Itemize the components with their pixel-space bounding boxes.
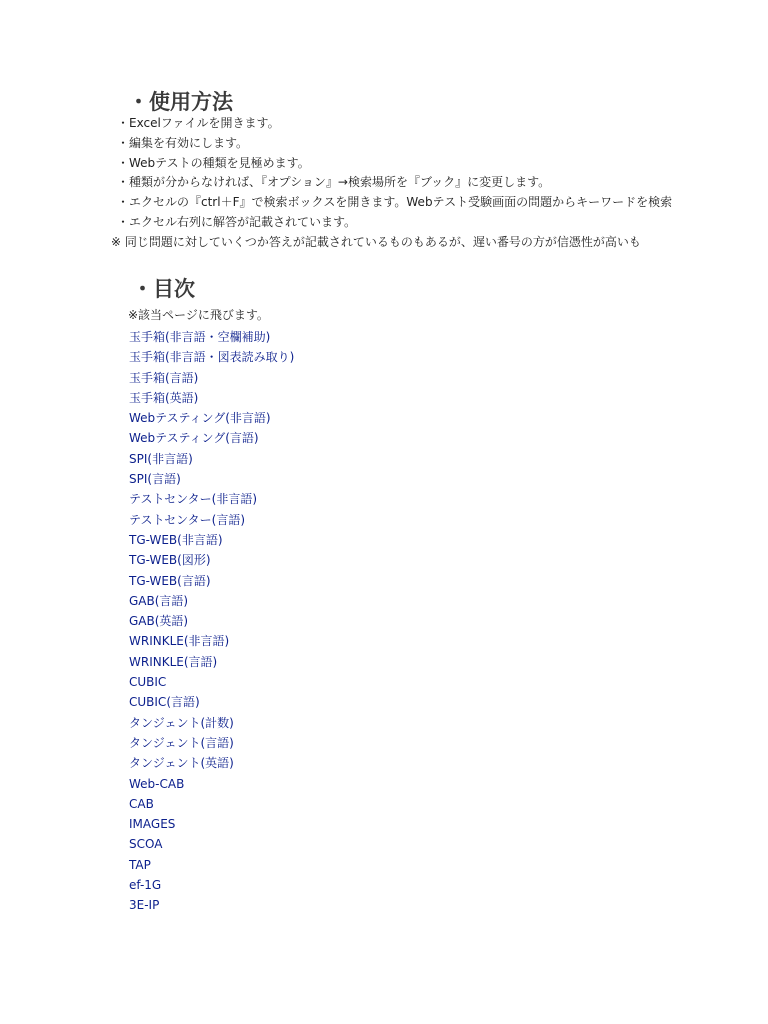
toc-item [129,510,294,530]
toc-link-tap[interactable]: TAP [129,857,151,872]
toc-link-spi-verbal[interactable]: SPI(言語) [129,472,181,487]
toc-item [129,855,294,875]
toc-link-ef-1g[interactable]: ef-1G [129,878,162,893]
toc-link-tamatebako-nonverbal-blank[interactable]: 玉手箱(非言語・空欄補助) [129,330,271,344]
toc-link-tamatebako-verbal[interactable]: 玉手箱(言語) [129,370,199,385]
toc-item [129,550,294,570]
toc-link-images[interactable]: IMAGES [129,817,176,832]
toc-link-gab-english[interactable]: GAB(英語) [129,614,189,629]
toc-item [129,672,294,692]
toc-heading: ・目次 [132,277,195,301]
toc-item [129,753,294,773]
toc-link-list [129,327,294,916]
usage-instructions [117,114,697,233]
toc-link-tangent-numerical[interactable]: タンジェント(計数) [129,715,234,730]
toc-link-3e-ip[interactable]: 3E-IP [129,898,160,913]
toc-link-gab-verbal[interactable]: GAB(言語) [129,593,189,608]
toc-link-cubic[interactable]: CUBIC [129,675,167,690]
toc-item [129,428,294,448]
usage-step: ・エクセル右列に解答が記載されています。 [117,214,357,229]
toc-link-tamatebako-nonverbal-chart[interactable]: 玉手箱(非言語・図表読み取り) [129,350,295,365]
toc-link-tgweb-nonverbal[interactable]: TG-WEB(非言語) [129,532,223,547]
usage-step: ・エクセルの『ctrl＋F』で検索ボックスを開きます。Webテスト受験画面の問題からキーワードを検索 [117,195,673,210]
toc-item [129,449,294,469]
toc-link-tangent-verbal[interactable]: タンジェント(言語) [129,735,234,750]
toc-item [129,469,294,489]
toc-link-tamatebako-english[interactable]: 玉手箱(英語) [129,390,199,405]
toc-item [129,713,294,733]
toc-item [129,571,294,591]
usage-step: ・Webテストの種類を見極めます。 [117,155,310,170]
toc-link-webtesting-nonverbal[interactable]: Webテスティング(非言語) [129,411,271,426]
usage-heading: ・使用方法 [128,90,233,114]
usage-step: ・Excelファイルを開きます。 [117,116,280,130]
toc-item [129,814,294,834]
toc-item [129,611,294,631]
toc-item [129,408,294,428]
toc-link-cab[interactable]: CAB [129,796,154,811]
toc-item [129,368,294,388]
toc-item [129,794,294,814]
toc-link-testcenter-nonverbal[interactable]: テストセンター(非言語) [129,492,258,507]
toc-item [129,327,294,347]
toc-link-tgweb-verbal[interactable]: TG-WEB(言語) [129,573,211,588]
toc-item [129,591,294,611]
toc-item [129,733,294,753]
toc-item [129,875,294,895]
toc-link-wrinkle-verbal[interactable]: WRINKLE(言語) [129,654,218,669]
toc-link-webtesting-verbal[interactable]: Webテスティング(言語) [129,431,259,446]
toc-link-tgweb-figure[interactable]: TG-WEB(図形) [129,553,211,568]
toc-item [129,530,294,550]
toc-item [129,834,294,854]
toc-link-wrinkle-nonverbal[interactable]: WRINKLE(非言語) [129,634,230,649]
toc-item [129,895,294,915]
toc-note: ※該当ページに飛びます。 [128,308,269,322]
toc-link-testcenter-verbal[interactable]: テストセンター(言語) [129,512,246,527]
toc-link-web-cab[interactable]: Web-CAB [129,776,185,791]
usage-step: ・編集を有効にします。 [117,135,249,150]
toc-item [129,489,294,509]
toc-link-cubic-verbal[interactable]: CUBIC(言語) [129,695,200,710]
toc-item [129,631,294,651]
toc-link-scoa[interactable]: SCOA [129,837,163,852]
toc-link-spi-nonverbal[interactable]: SPI(非言語) [129,451,193,466]
usage-note: ※ 同じ問題に対していくつか答えが記載されているものもあるが、遅い番号の方が信憑性が高いも [111,235,641,249]
usage-step: ・種類が分からなければ、『オプション』→検索場所を『ブック』に変更します。 [117,175,551,190]
toc-item [129,347,294,367]
toc-item [129,388,294,408]
toc-item [129,774,294,794]
toc-link-tangent-english[interactable]: タンジェント(英語) [129,756,234,771]
toc-item [129,692,294,712]
toc-item [129,652,294,672]
